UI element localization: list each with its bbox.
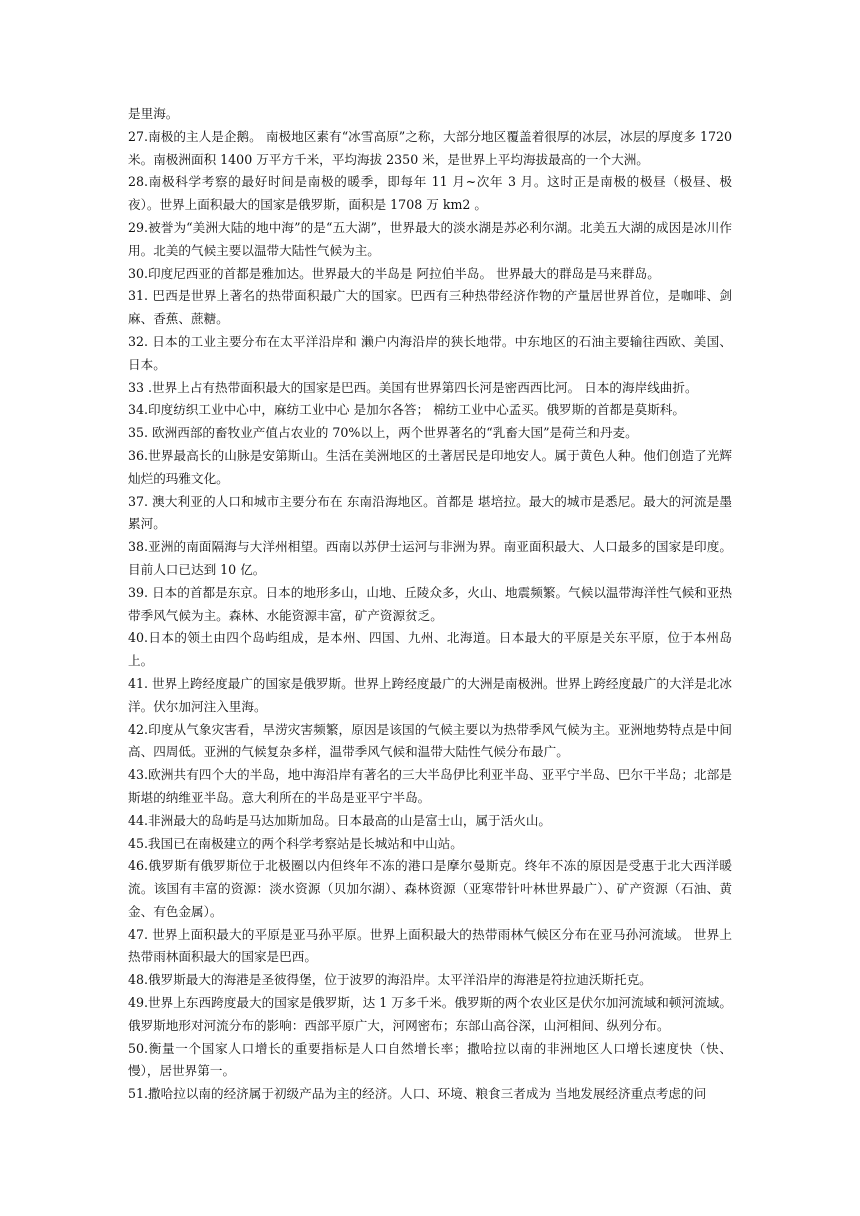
document-page	[128, 103, 732, 1106]
paragraph: 36.世界最高长的山脉是安第斯山。生活在美洲地区的土著居民是印地安人。属于黄色人种。他们创造了光辉灿烂的玛雅文化。	[128, 447, 732, 486]
paragraph: 45.我国已在南极建立的两个科学考察站是长城站和中山站。	[128, 835, 463, 851]
paragraph: 47. 世界上面积最大的平原是亚马孙平原。世界上面积最大的热带雨林气候区分布在亚马孙河流域。 世界上热带雨林面积最大的国家是巴西。	[128, 926, 732, 965]
paragraph: 42.印度从气象灾害看，旱涝灾害频繁，原因是该国的气候主要以为热带季风气候为主。亚洲地势特点是中间高、四周低。亚洲的气候复杂多样，温带季风气候和温带大陆性气候分布最广。	[128, 721, 732, 760]
paragraph: 44.非洲最大的岛屿是马达加斯加岛。日本最高的山是富士山，属于活火山。	[128, 812, 552, 828]
paragraph: 33 .世界上占有热带面积最大的国家是巴西。美国有世界第四长河是密西西比河。 日本的海岸线曲折。	[128, 379, 698, 395]
paragraph: 39. 日本的首都是东京。日本的地形多山，山地、丘陵众多，火山、地震频繁。气候以温带海洋性气候和亚热带季风气候为主。森林、水能资源丰富，矿产资源贫乏。	[128, 584, 732, 623]
paragraph: 27.南极的主人是企鹅。 南极地区素有“冰雪高原”之称，大部分地区覆盖着很厚的冰层，冰层的厚度多 1720 米。南极洲面积 1400 万平方千米，平均海拔 2350 米，是世界上平均海拔最高的一个大洲。	[128, 128, 732, 167]
paragraph: 48.俄罗斯最大的海港是圣彼得堡，位于波罗的海沿岸。太平洋沿岸的海港是符拉迪沃斯托克。	[128, 972, 652, 988]
paragraph: 43.欧洲共有四个大的半岛，地中海沿岸有著名的三大半岛伊比利亚半岛、亚平宁半岛、巴尔干半岛；北部是斯堪的纳维亚半岛。意大利所在的半岛是亚平宁半岛。	[128, 767, 732, 805]
paragraph: 35. 欧洲西部的畜牧业产值占农业的 70%以上，两个世界著名的“乳畜大国”是荷兰和丹麦。	[128, 425, 638, 441]
paragraph: 41. 世界上跨经度最广的国家是俄罗斯。世界上跨经度最广的大洲是南极洲。世界上跨经度最广的大洋是北冰洋。伏尔加河注入里海。	[128, 675, 732, 714]
paragraph: 32. 日本的工业主要分布在太平洋沿岸和 濑户内海沿岸的狭长地带。中东地区的石油主要输往西欧、美国、日本。	[128, 333, 732, 372]
paragraph: 46.俄罗斯有俄罗斯位于北极圈以内但终年不冻的港口是摩尔曼斯克。终年不冻的原因是受惠于北大西洋暖流。该国有丰富的资源：淡水资源（贝加尔湖）、森林资源（亚寒带针叶林世界最广）、矿产资源（石油、黄金、有色金属）。	[128, 858, 732, 919]
paragraph: 31. 巴西是世界上著名的热带面积最广大的国家。巴西有三种热带经济作物的产量居世界首位，是咖啡、剑麻、香蕉、蔗糖。	[128, 288, 732, 327]
paragraph: 37. 澳大利亚的人口和城市主要分布在 东南沿海地区。首都是 堪培拉。最大的城市是悉尼。最大的河流是墨累河。	[128, 493, 732, 532]
paragraph: 50.衡量一个国家人口增长的重要指标是人口自然增长率；撒哈拉以南的非洲地区人口增长速度快（快、慢），居世界第一。	[128, 1040, 732, 1079]
paragraph: 30.印度尼西亚的首都是雅加达。世界最大的半岛是 阿拉伯半岛。 世界最大的群岛是马来群岛。	[128, 265, 660, 281]
paragraph: 是里海。	[128, 106, 179, 121]
paragraph: 28.南极科学考察的最好时间是南极的暖季，即每年 11 月~次年 3 月。这时正是南极的极昼（极昼、极夜）。世界上面积最大的国家是俄罗斯，面积是 1708 万 km2 。	[128, 174, 732, 213]
paragraph: 38.亚洲的南面隔海与大洋州相望。西南以苏伊士运河与非洲为界。南亚面积最大、人口最多的国家是印度。目前人口已达到 10 亿。	[128, 539, 732, 577]
paragraph: 34.印度纺织工业中心中，麻纺工业中心 是加尔各答； 棉纺工业中心孟买。俄罗斯的首都是莫斯科。	[128, 402, 685, 418]
paragraph: 29.被誉为“美洲大陆的地中海”的是“五大湖”，世界最大的淡水湖是苏必利尔湖。北美五大湖的成因是冰川作用。北美的气候主要以温带大陆性气候为主。	[128, 219, 732, 258]
paragraph: 49.世界上东西跨度最大的国家是俄罗斯，达 1 万多千米。俄罗斯的两个农业区是伏尔加河流域和顿河流域。俄罗斯地形对河流分布的影响：西部平原广大，河网密布；东部山高谷深，山河相间、纵列分布。	[128, 995, 732, 1033]
paragraph: 40.日本的领土由四个岛屿组成，是本州、四国、九州、北海道。日本最大的平原是关东平原，位于本州岛上。	[128, 630, 732, 669]
paragraph: 51.撒哈拉以南的经济属于初级产品为主的经济。人口、环境、粮食三者成为 当地发展经济重点考虑的问	[128, 1086, 707, 1102]
